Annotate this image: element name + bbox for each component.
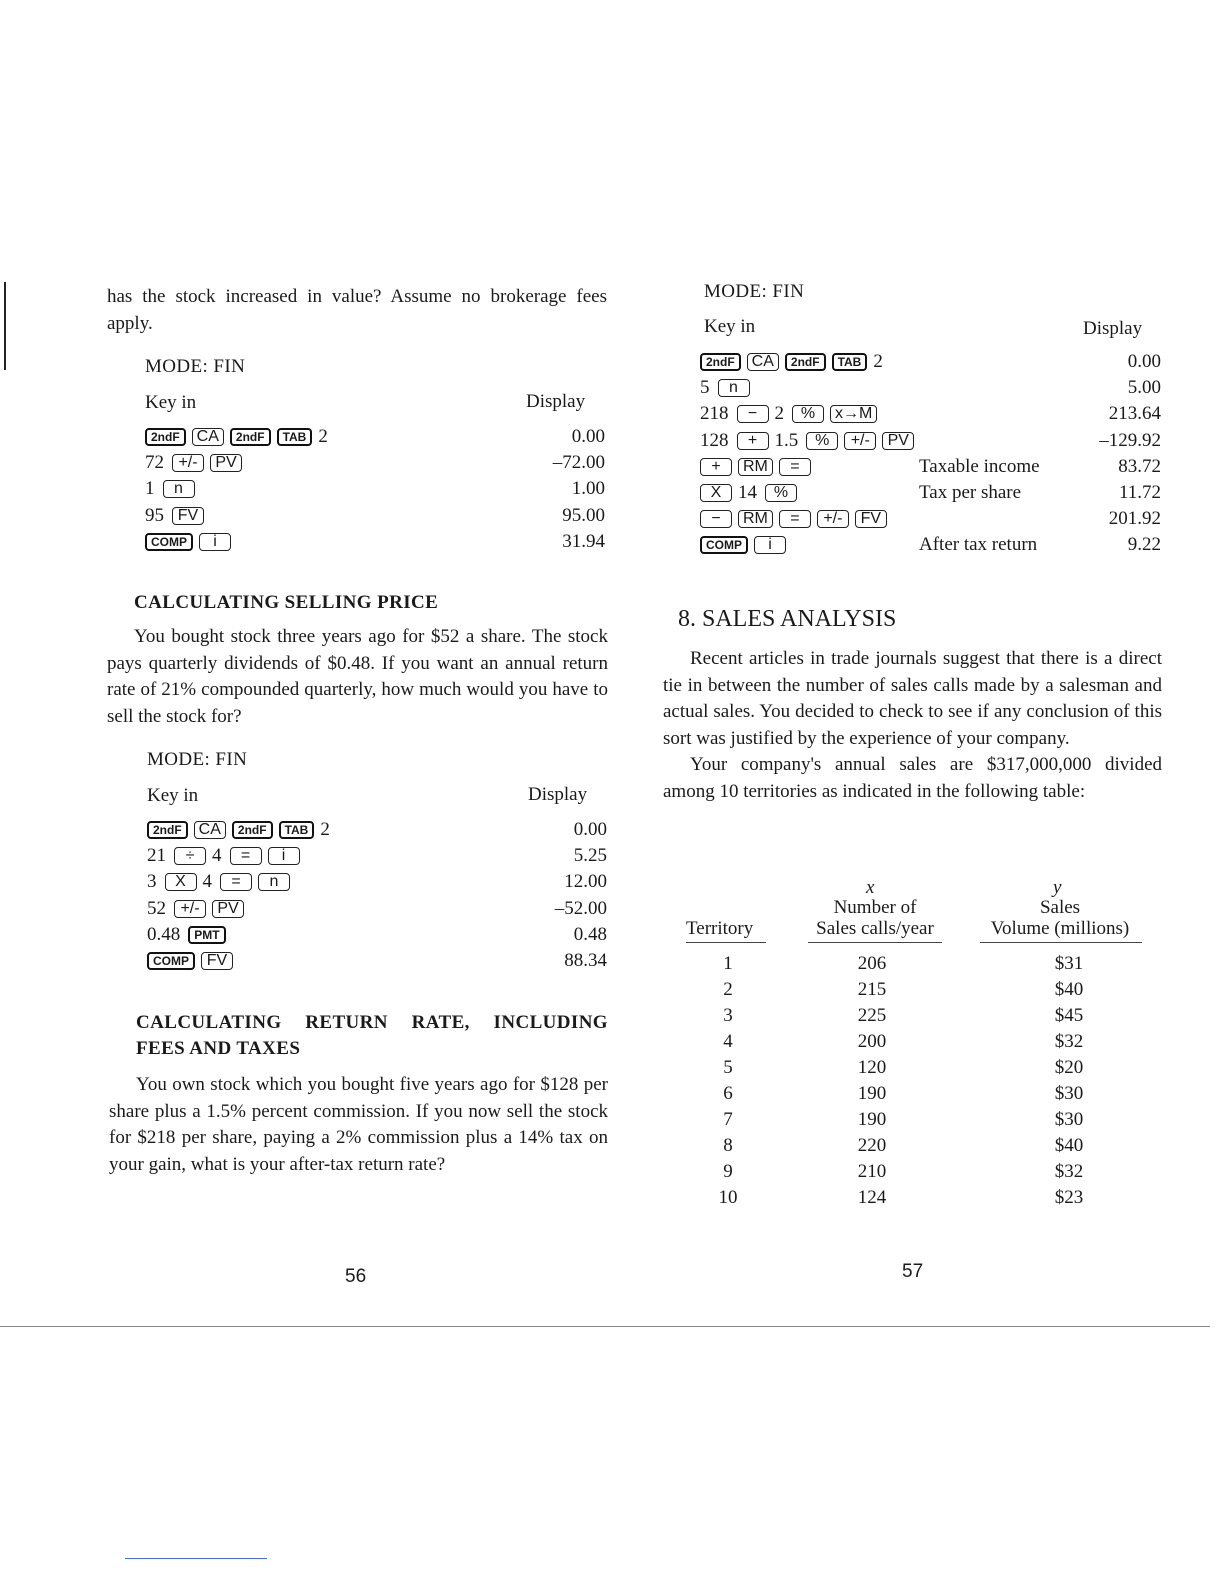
calculator-key: % (792, 405, 824, 423)
keystroke-row (145, 503, 210, 529)
table-cell: $31 (1054, 953, 1084, 974)
left-margin-line (4, 282, 6, 370)
calculator-key: − (700, 510, 732, 528)
display-value: 5.00 (1127, 377, 1161, 399)
calculator-key: +/- (174, 900, 206, 918)
block2-keyin-header: Key in (147, 785, 199, 806)
table-row (686, 977, 1164, 1003)
intro-text: has the stock increased in value? Assume no brokerage fees apply. (107, 286, 607, 334)
table-col3-header-b: Volume (millions) (990, 918, 1130, 939)
display-value: –52.00 (554, 897, 607, 919)
table-cell: 5 (723, 1057, 733, 1078)
keystroke-number: 2 (774, 403, 784, 425)
table-cell: 206 (857, 953, 887, 974)
calculator-key: ÷ (174, 847, 206, 865)
calculator-key: − (737, 405, 769, 423)
calculator-key: CA (194, 821, 226, 839)
left-page (107, 284, 607, 337)
display-value: 213.64 (1108, 403, 1161, 425)
keystroke-row (700, 532, 792, 558)
table-cell: 220 (857, 1135, 887, 1156)
sales-analysis-title: 8. SALES ANALYSIS (678, 606, 897, 632)
table-row (686, 951, 1164, 977)
table-cell: 190 (857, 1083, 887, 1104)
calculator-key: + (700, 458, 732, 476)
table-cell: 10 (718, 1187, 738, 1208)
display-value: 11.72 (1118, 482, 1161, 503)
calculator-key: FV (855, 510, 887, 528)
keystroke-number: 128 (700, 429, 729, 451)
display-value: 95.00 (562, 504, 605, 526)
table-row (686, 1107, 1164, 1133)
block2-mode: MODE: FIN (147, 749, 248, 770)
keystroke-row (147, 922, 232, 948)
keystroke-row (700, 375, 756, 401)
calculator-key: 2ndF (147, 821, 188, 839)
sales-para-2: Your company's annual sales are $317,000,000 divided among 10 territories as indicated in the following table: (663, 754, 1162, 802)
display-value: 0.48 (573, 923, 607, 945)
table-cell: 215 (857, 979, 887, 1000)
table-cell: 2 (723, 979, 733, 1000)
keystroke-number: 218 (700, 403, 729, 425)
calculator-key: i (754, 536, 786, 554)
table-cell: 7 (723, 1109, 733, 1130)
table-cell: 8 (723, 1135, 733, 1156)
right-block-mode: MODE: FIN (704, 281, 805, 302)
display-value: 12.00 (564, 871, 607, 893)
sales-table-grid (686, 951, 1164, 1211)
display-value: 9.22 (1127, 534, 1161, 556)
calculator-key: FV (172, 507, 204, 525)
keystroke-row (147, 896, 250, 922)
display-value: 88.34 (564, 950, 607, 971)
calculator-key: +/- (172, 454, 204, 472)
block1-keyin-header: Key in (145, 392, 197, 413)
section3-body (109, 1072, 608, 1178)
keystroke-row (147, 948, 239, 974)
table-cell: $32 (1054, 1031, 1084, 1052)
display-value: 0.00 (571, 426, 605, 447)
calculator-key: 2ndF (232, 821, 273, 839)
display-value: –129.92 (1099, 429, 1161, 451)
table-cell: $40 (1054, 1135, 1084, 1156)
sales-analysis-body (663, 646, 1162, 805)
calculator-key: % (806, 432, 838, 450)
keystroke-row (700, 401, 883, 427)
keystroke-number: 72 (145, 452, 164, 474)
keystroke-number: 21 (147, 845, 166, 867)
table-y-var: y (1053, 877, 1062, 898)
keystroke-number: 3 (147, 871, 157, 893)
keystroke-row (700, 480, 803, 506)
page-number-left: 56 (345, 1266, 367, 1287)
table-underline-3 (980, 942, 1142, 943)
calculator-key: n (718, 379, 750, 397)
table-underline-1 (686, 942, 766, 943)
display-value: 31.94 (562, 530, 605, 552)
table-cell: 3 (723, 1005, 733, 1026)
table-cell: 124 (857, 1187, 887, 1208)
page-bottom-rule (0, 1326, 1210, 1327)
display-value: 1.00 (571, 478, 605, 500)
keystroke-row (147, 869, 296, 895)
calculator-key: COMP (145, 533, 193, 551)
calculator-key: +/- (817, 510, 849, 528)
keystroke-row (700, 454, 817, 480)
keystroke-row (147, 817, 338, 843)
keystroke-number: 2 (318, 426, 328, 447)
table-row (686, 1003, 1164, 1029)
keystroke-number: 4 (202, 871, 212, 893)
sales-para-1: Recent articles in trade journals suggest that there is a direct tie in between the number of sales calls made by a salesman and actual sales. You decided to check to see if any conclusion of this sort was justified by the experience of your company. (663, 648, 1162, 749)
keystroke-number: 52 (147, 897, 166, 919)
calculator-key: TAB (832, 353, 868, 371)
calculator-key: CA (192, 428, 224, 446)
keystroke-row (145, 529, 237, 555)
table-row (686, 1185, 1164, 1211)
table-cell: 120 (857, 1057, 887, 1078)
keystroke-row (700, 506, 893, 532)
table-cell: $23 (1054, 1187, 1084, 1208)
calculator-key: = (220, 873, 252, 891)
calculator-key: X (700, 484, 732, 502)
right-block-display-header: Display (1083, 318, 1143, 339)
result-label: Taxable income (919, 455, 1040, 477)
sales-table (686, 951, 1164, 1211)
keystroke-row (145, 424, 336, 450)
right-block-keyin-header: Key in (704, 316, 756, 337)
calculator-key: COMP (147, 952, 195, 970)
keystroke-number: 1 (145, 478, 155, 500)
table-cell: $30 (1054, 1109, 1084, 1130)
keystroke-row (700, 349, 891, 375)
calculator-key: TAB (277, 428, 313, 446)
calculator-key: COMP (700, 536, 748, 554)
keystroke-number: 95 (145, 504, 164, 526)
calculator-key: RM (738, 510, 773, 528)
table-col3-header-a: Sales (1039, 897, 1081, 918)
section3-title-b: FEES AND TAXES (136, 1038, 301, 1059)
calculator-key: 2ndF (230, 428, 271, 446)
display-value: 0.00 (1127, 351, 1161, 372)
table-cell: 6 (723, 1083, 733, 1104)
keystroke-number: 14 (738, 482, 757, 503)
table-row (686, 1159, 1164, 1185)
section2-body (107, 624, 608, 730)
calculator-key: % (765, 484, 797, 502)
calculator-key: PV (882, 432, 914, 450)
block1-mode: MODE: FIN (145, 356, 246, 377)
calculator-key: TAB (279, 821, 315, 839)
keystroke-row (700, 428, 920, 454)
result-label: Tax per share (919, 482, 1022, 503)
table-cell: 9 (723, 1161, 733, 1182)
keystroke-number: 2 (320, 819, 330, 840)
display-value: 5.25 (573, 845, 607, 867)
calculator-key: n (258, 873, 290, 891)
calculator-key: i (268, 847, 300, 865)
calculator-key: FV (201, 952, 233, 970)
result-label: After tax return (919, 534, 1038, 556)
block2-display-header: Display (528, 784, 588, 805)
table-col1-header: Territory (686, 918, 754, 939)
calculator-key: i (199, 533, 231, 551)
calculator-key: CA (747, 353, 779, 371)
table-row (686, 1029, 1164, 1055)
keystroke-number: 2 (873, 351, 883, 372)
table-cell: 200 (857, 1031, 887, 1052)
table-cell: $45 (1054, 1005, 1084, 1026)
bottom-blue-line (125, 1558, 267, 1559)
calculator-key: = (230, 847, 262, 865)
keystroke-number: 4 (212, 845, 222, 867)
display-value: 0.00 (573, 819, 607, 840)
calculator-key: = (779, 510, 811, 528)
calculator-key: n (163, 480, 195, 498)
page-number-right: 57 (902, 1261, 924, 1282)
calculator-key: x→M (830, 405, 877, 423)
table-row (686, 1055, 1164, 1081)
display-value: 83.72 (1118, 455, 1161, 477)
calculator-key: 2ndF (785, 353, 826, 371)
table-x-var: x (866, 877, 875, 898)
calculator-key: RM (738, 458, 773, 476)
table-cell: 1 (723, 953, 733, 974)
section3-title-a: CALCULATING RETURN RATE, INCLUDING (136, 1012, 608, 1033)
table-underline-2 (808, 942, 942, 943)
table-cell: $20 (1054, 1057, 1084, 1078)
table-cell: $40 (1054, 979, 1084, 1000)
keystroke-row (147, 843, 306, 869)
table-row (686, 1081, 1164, 1107)
table-cell: $32 (1054, 1161, 1084, 1182)
keystroke-row (145, 450, 248, 476)
calculator-key: = (779, 458, 811, 476)
display-value: –72.00 (552, 452, 605, 474)
table-col2-header-a: Number of (833, 897, 917, 918)
calculator-key: PMT (188, 926, 225, 944)
keystroke-number: 0.48 (147, 923, 181, 945)
display-value: 201.92 (1108, 508, 1161, 530)
calculator-key: PV (210, 454, 242, 472)
table-row (686, 1133, 1164, 1159)
keystroke-number: 5 (700, 377, 710, 399)
keystroke-row (145, 476, 201, 502)
section2-title: CALCULATING SELLING PRICE (134, 592, 439, 613)
calculator-key: + (737, 432, 769, 450)
table-cell: 210 (857, 1161, 887, 1182)
calculator-key: 2ndF (700, 353, 741, 371)
table-cell: 225 (857, 1005, 887, 1026)
calculator-key: 2ndF (145, 428, 186, 446)
table-cell: 190 (857, 1109, 887, 1130)
section2-text: You bought stock three years ago for $52 a share. The stock pays quarterly dividends of $0.48. If you want an annual return rate of 21% compounded quarterly, how much would you have to sell the stock for? (107, 626, 608, 727)
table-cell: 4 (723, 1031, 733, 1052)
block1-display-header: Display (526, 391, 586, 412)
calculator-key: X (165, 873, 197, 891)
keystroke-number: 1.5 (774, 429, 799, 451)
calculator-key: +/- (844, 432, 876, 450)
section3-text: You own stock which you bought five years ago for $128 per share plus a 1.5% percent commission. If you now sell the stock for $218 per share, paying a 2% commission plus a 14% tax on your gain, what is your after-tax return rate? (109, 1074, 608, 1175)
calculator-key: PV (212, 900, 244, 918)
table-cell: $30 (1054, 1083, 1084, 1104)
table-col2-header-b: Sales calls/year (816, 918, 934, 939)
